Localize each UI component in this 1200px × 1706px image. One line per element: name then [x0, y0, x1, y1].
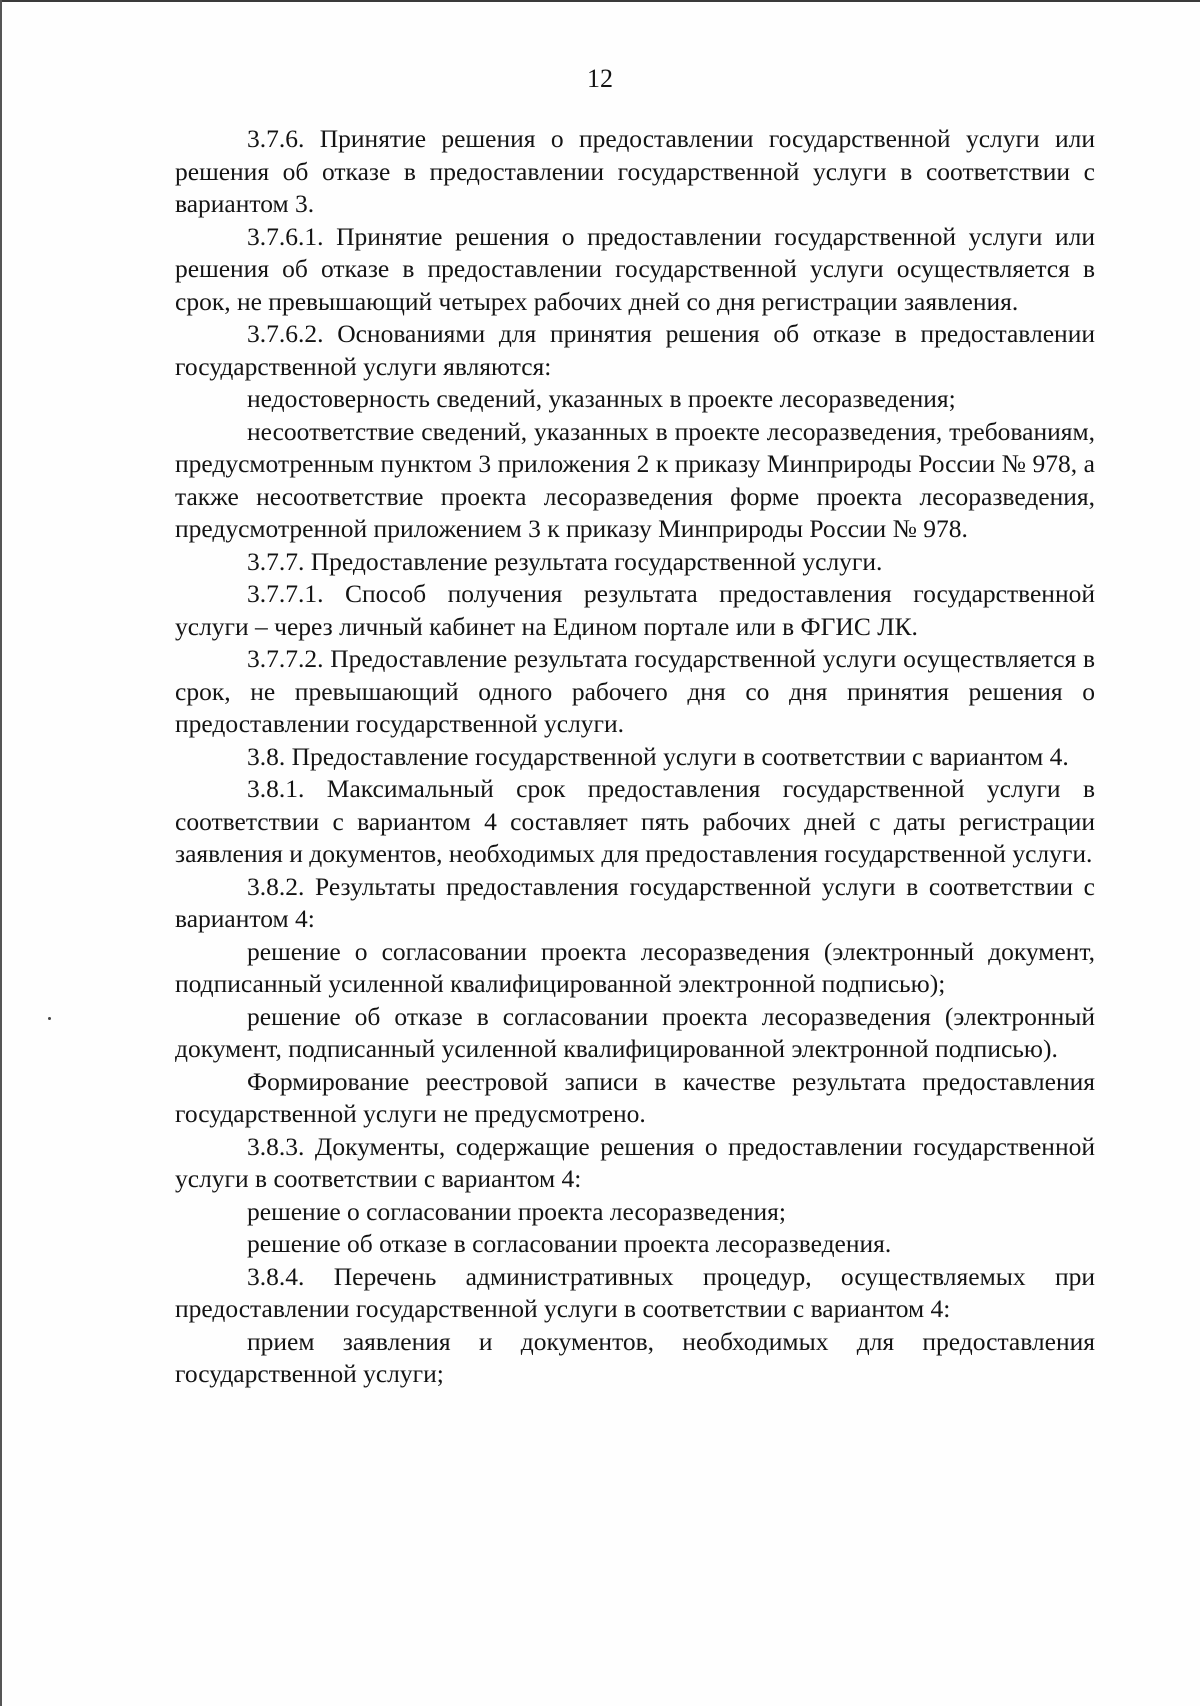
scan-speck [48, 1017, 51, 1020]
paragraph-3-8-1: 3.8.1. Максимальный срок предоставления государственной услуги в соответствии с вариантом 4 составляет пять рабочих дней с даты регистрации заявления и документов, необходимых для предоставления государственной услуги. [175, 774, 1095, 868]
list-item-refusal-decision: решение об отказе в согласовании проекта лесоразведения (электронный документ, подписанный усиленной квалифицированной электронной подписью). [175, 1001, 1095, 1063]
list-item-approval-doc: решение о согласовании проекта лесоразведения; [247, 1196, 786, 1226]
paragraph-3-7-6-1: 3.7.6.1. Принятие решения о предоставлении государственной услуги или решения об отказе в предоставлении государственной услуги осуществляется в срок, не превышающий четырех рабочих дней со дня регистрации заявления. [175, 221, 1095, 316]
paragraph-registry-record: Формирование реестровой записи в качестве результата предоставления государственной услуги не предусмотрено. [175, 1066, 1095, 1128]
scan-edge-left [0, 0, 2, 1706]
list-item-nonconformity: несоответствие сведений, указанных в проекте лесоразведения, требованиям, предусмотренным пунктом 3 приложения 2 к приказу Минприроды России № 978, а также несоответствие проекта лесоразведения форме проекта лесоразведения, предусмотренной приложением 3 к приказу Минприроды России № 978. [175, 416, 1095, 543]
paragraph-3-7-7-2: 3.7.7.2. Предоставление результата государственной услуги осуществляется в срок, не превышающий одного рабочего дня со дня принятия решения о предоставлении государственной услуги. [175, 644, 1095, 738]
paragraph-3-7-7-1: 3.7.7.1. Способ получения результата предоставления государственной услуги – через личный кабинет на Едином портале или в ФГИС ЛК. [175, 579, 1095, 641]
list-item-application-reception: прием заявления и документов, необходимых для предоставления государственной услуги; [175, 1326, 1095, 1388]
scan-edge-top [0, 0, 1200, 2]
paragraph-3-7-6: 3.7.6. Принятие решения о предоставлении государственной услуги или решения об отказе в предоставлении государственной услуги в соответствии с вариантом 3. [175, 124, 1095, 218]
paragraph-3-8: 3.8. Предоставление государственной услуги в соответствии с вариантом 4. [247, 741, 1069, 771]
paragraph-3-7-7: 3.7.7. Предоставление результата государственной услуги. [247, 546, 883, 576]
list-item-refusal-doc: решение об отказе в согласовании проекта лесоразведения. [247, 1229, 892, 1258]
page-number: 12 [587, 64, 613, 93]
paragraph-3-8-4: 3.8.4. Перечень административных процедур, осуществляемых при предоставлении государственной услуги в соответствии с вариантом 4: [175, 1261, 1095, 1323]
list-item-approval-decision: решение о согласовании проекта лесоразведения (электронный документ, подписанный усиленной квалифицированной электронной подписью); [175, 936, 1095, 998]
paragraph-3-8-3: 3.8.3. Документы, содержащие решения о предоставлении государственной услуги в соответствии с вариантом 4: [175, 1131, 1095, 1193]
paragraph-3-8-2: 3.8.2. Результаты предоставления государственной услуги в соответствии с вариантом 4: [175, 871, 1095, 933]
list-item-unreliable-info: недостоверность сведений, указанных в проекте лесоразведения; [247, 384, 956, 413]
document-body [175, 123, 1095, 1391]
paragraph-3-7-6-2: 3.7.6.2. Основаниями для принятия решения об отказе в предоставлении государственной услуги являются: [175, 319, 1095, 381]
